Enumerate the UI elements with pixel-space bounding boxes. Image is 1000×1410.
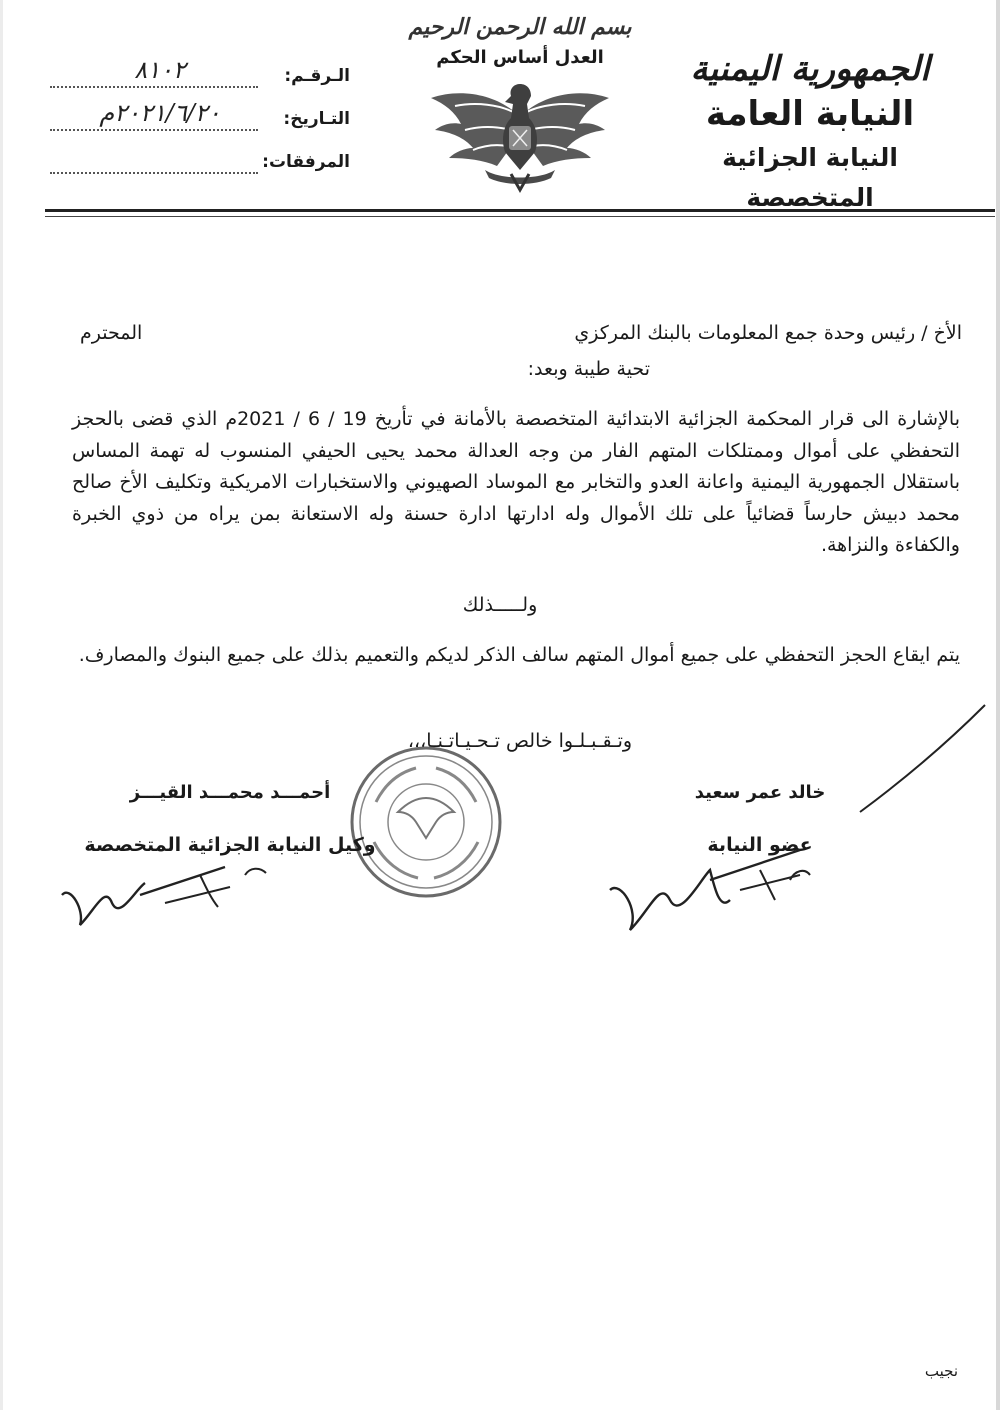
field-dotted-line	[50, 86, 258, 88]
field-label: التـاريخ:	[283, 109, 350, 129]
letterhead-authority	[660, 48, 960, 218]
date-field	[50, 99, 350, 148]
handwritten-value: ٢٠٢١/٦/٢٠م	[99, 99, 221, 127]
addressee-row	[80, 322, 962, 356]
reference-fields	[50, 56, 350, 191]
signatory-title: وكيل النيابة الجزائية المتخصصة	[84, 834, 376, 856]
handwritten-signature-icon	[50, 855, 280, 935]
typist-initials: نجيب	[924, 1362, 958, 1380]
field-dotted-line	[50, 172, 258, 174]
motto: العدل أساس الحكم	[436, 47, 604, 68]
signatory-name: أحمـــد محمـــد القيـــز	[129, 782, 331, 803]
body-paragraph: بالإشارة الى قرار المحكمة الجزائية الابتدائية المتخصصة بالأمانة في تأريخ 19 / 6 / 2021م الذي قضى بالحجز التحفظي على أموال وممتلكات المتهم الفار من وجه العدالة محمد يحيى الحيفي المنسوب له تهمة المساس باستقلال الجمهورية اليمنية واعانة العدو والتخابر مع الموساد الصهيوني والاستخبارات الامريكية وتكليف الأخ صالح محمد دبيش حارساً قضائياً على تلك الأموال وله ادارتها ادارة حسنة وله الاستعانة بمن يراه من ذوي الخبرة والكفاءة والنزاهة.	[72, 408, 960, 556]
closing-line: وتـقـبـلـوا خالص تـحـيـاتـنـا،،،	[407, 730, 633, 752]
signature-deputy	[80, 778, 380, 860]
department-name: النيابة الجزائية المتخصصة	[722, 143, 898, 212]
header-rule	[45, 209, 995, 212]
office-name: النيابة العامة	[705, 94, 915, 134]
therefore-heading: ولـــــذلك	[462, 594, 538, 616]
attachments-field	[50, 148, 350, 191]
honorific: المحترم	[80, 322, 143, 344]
handwritten-value: ٨١٠٢	[134, 56, 186, 84]
basmala: بسم الله الرحمن الرحيم	[408, 14, 632, 40]
signatory-title: عضو النيابة	[707, 834, 813, 856]
letterhead-center	[400, 10, 640, 194]
page-edge	[0, 0, 3, 1410]
field-label: المرفقات:	[262, 152, 350, 172]
page-edge	[996, 0, 1000, 1410]
greeting: تحية طيبة وبعد:	[527, 358, 650, 380]
header-rule	[45, 216, 995, 217]
signatory-name: خالد عمر سعيد	[694, 782, 826, 803]
eagle-emblem-icon	[425, 74, 615, 194]
field-label: الـرقـم:	[284, 66, 350, 86]
field-dotted-line	[50, 129, 258, 131]
handwritten-signature-icon	[600, 840, 830, 940]
action-paragraph: يتم ايقاع الحجز التحفظي على جميع أموال المتهم سالف الذكر لديكم والتعميم بذلك على جميع البنوك والمصارف.	[78, 644, 960, 666]
country-name: الجمهورية اليمنية	[690, 49, 930, 89]
addressee: الأخ / رئيس وحدة جمع المعلومات بالبنك المركزي	[574, 322, 962, 344]
